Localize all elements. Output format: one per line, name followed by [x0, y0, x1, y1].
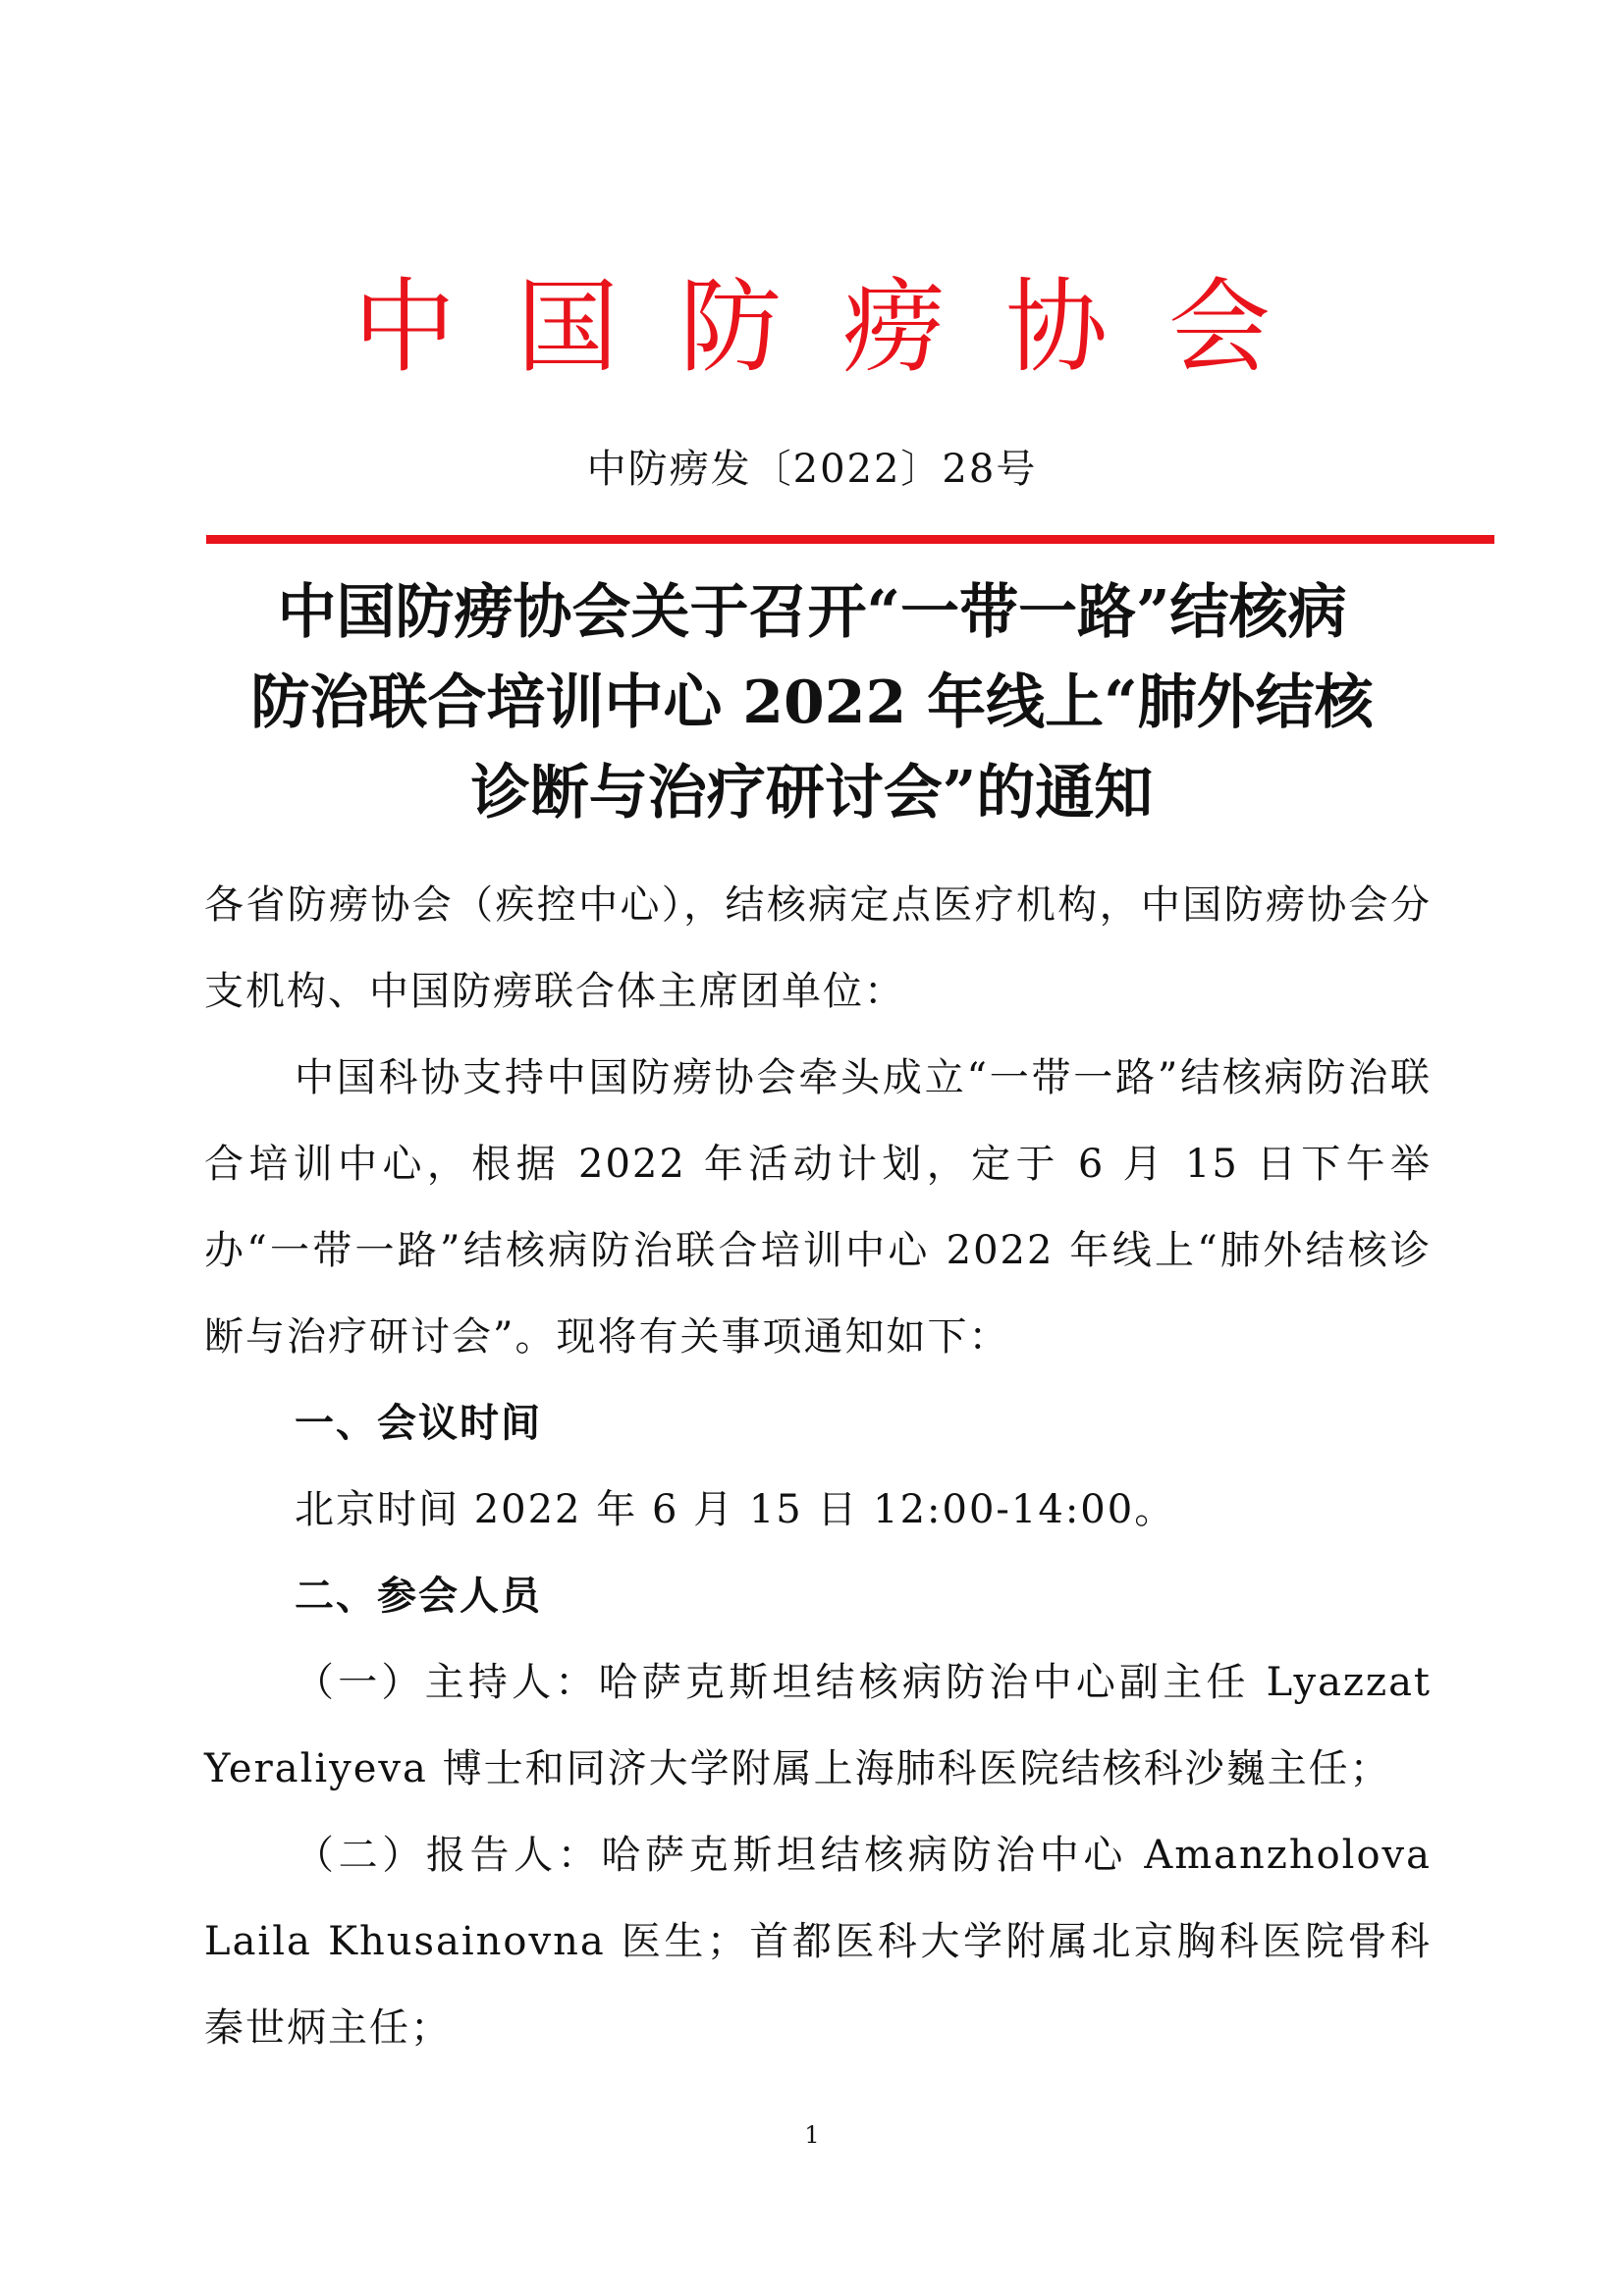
section-heading-meeting-time: 一、会议时间: [295, 1401, 542, 1446]
red-divider-line: [206, 535, 1494, 544]
notice-title-line-1: 中国防痨协会关于召开“一带一路”结核病: [277, 578, 1347, 647]
host-paragraph: （一）主持人：哈萨克斯坦结核病防治中心副主任 Lyazzat Yeraliyeva 博士和同济大学附属上海肺科医院结核科沙巍主任；: [204, 1660, 1432, 1791]
meeting-time-paragraph: 北京时间 2022 年 6 月 15 日 12:00-14:00。: [295, 1487, 1176, 1532]
document-number: 中防痨发〔2022〕28号: [586, 447, 1038, 492]
page-number: 1: [804, 2121, 820, 2149]
notice-title: [196, 567, 1428, 838]
addressee-paragraph: 各省防痨协会（疾控中心），结核病定点医疗机构，中国防痨协会分支机构、中国防痨联合体主席团单位：: [204, 882, 1432, 1014]
notice-title-line-2: 防治联合培训中心 2022 年线上“肺外结核: [250, 668, 1374, 737]
intro-paragraph: 中国科协支持中国防痨协会牵头成立“一带一路”结核病防治联合培训中心，根据 2022 年活动计划，定于 6 月 15 日下午举办“一带一路”结核病防治联合培训中心 2022 年线上“肺外结核诊断与治疗研讨会”。现将有关事项通知如下：: [204, 1055, 1432, 1360]
notice-body: [204, 862, 1432, 2071]
notice-title-line-3: 诊断与治疗研讨会”的通知: [470, 759, 1154, 828]
section-heading-participants: 二、参会人员: [295, 1574, 542, 1619]
speaker-paragraph: （二）报告人：哈萨克斯坦结核病防治中心 Amanzholova Laila Khusainovna 医生；首都医科大学附属北京胸科医院骨科秦世炳主任；: [204, 1833, 1432, 2051]
organization-title: 中国防痨协会: [352, 267, 1331, 387]
